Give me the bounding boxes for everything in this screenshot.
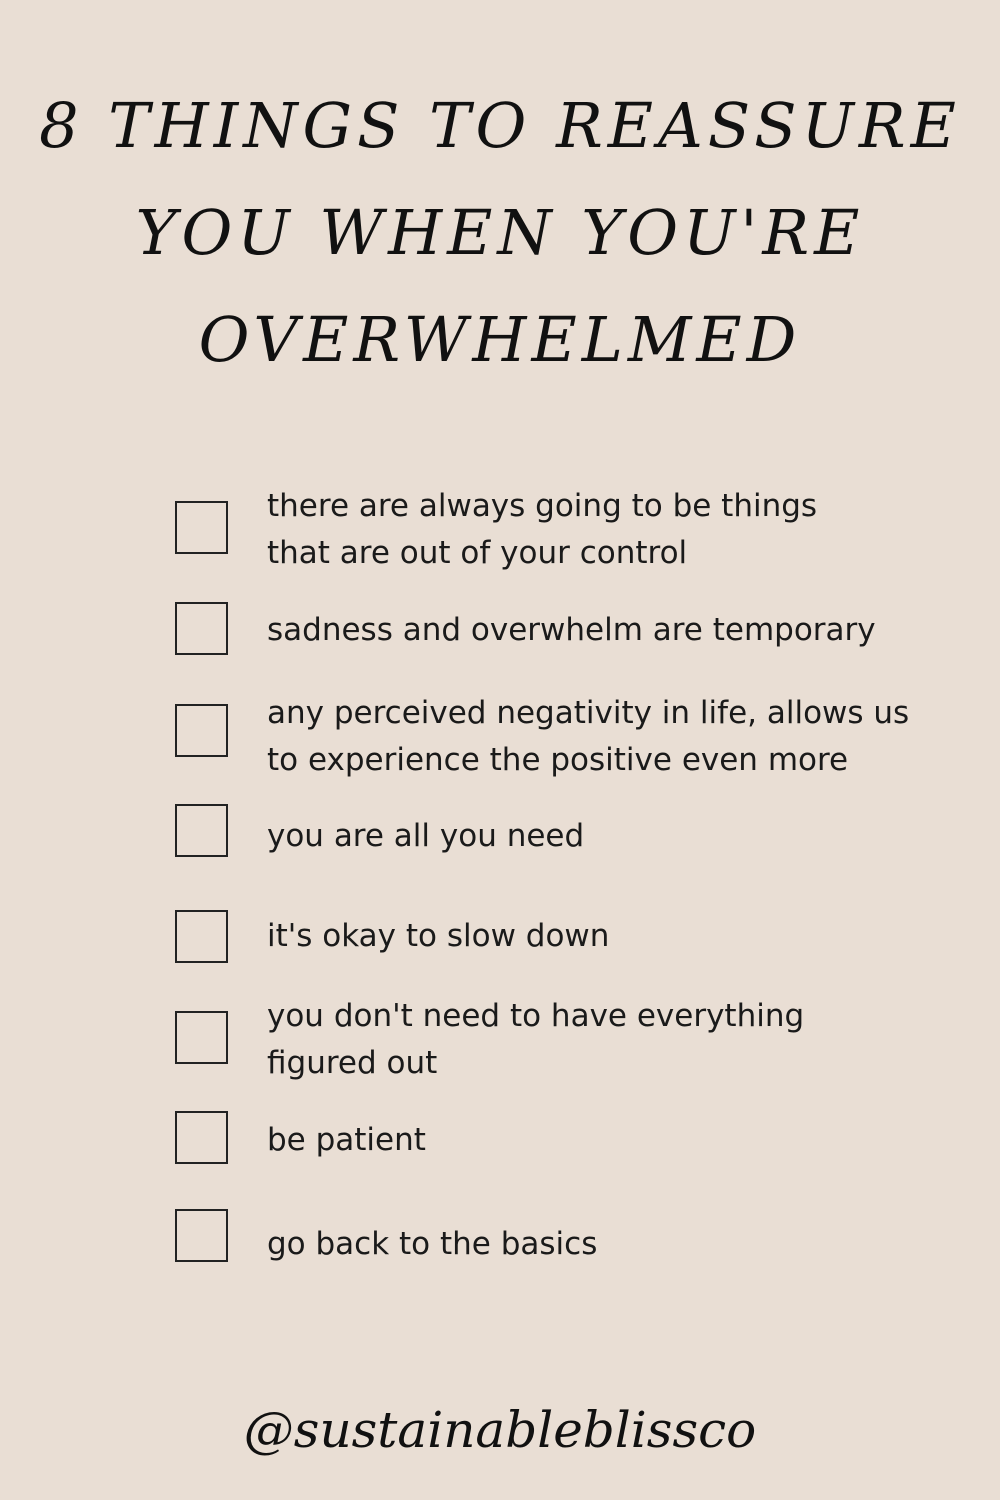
checklist-item-7-line-1: be patient [267, 1122, 426, 1158]
checklist-item-3-line-2: to experience the positive even more [267, 742, 849, 778]
checklist-item-8-line-1: go back to the basics [267, 1226, 598, 1262]
checkbox-8[interactable] [175, 1209, 228, 1262]
checklist-item-6-text [267, 993, 957, 1087]
checklist-item-1-line-1: there are always going to be things [267, 488, 818, 524]
checkbox-1[interactable] [175, 501, 228, 554]
checklist-item-1-line-2: that are out of your control [267, 535, 688, 571]
page-title [0, 72, 1000, 393]
title-line-2: YOU WHEN YOU'RE [135, 196, 865, 269]
checkbox-6[interactable] [175, 1011, 228, 1064]
checkbox-5[interactable] [175, 910, 228, 963]
checklist-item-5-text [267, 913, 957, 960]
checkbox-4[interactable] [175, 804, 228, 857]
checklist-item-6-line-1: you don't need to have everything [267, 998, 805, 1034]
checkbox-7[interactable] [175, 1111, 228, 1164]
checklist-item-1-text [267, 483, 957, 577]
checklist-item-8-text [267, 1221, 957, 1268]
checklist-item-4-line-1: you are all you need [267, 818, 585, 854]
checklist-item-5-line-1: it's okay to slow down [267, 918, 610, 954]
title-line-3: OVERWHELMED [198, 303, 802, 376]
checkbox-2[interactable] [175, 602, 228, 655]
checklist-item-6-line-2: figured out [267, 1045, 438, 1081]
checklist-item-3-line-1: any perceived negativity in life, allows us [267, 695, 910, 731]
checklist-item-4-text [267, 813, 957, 860]
checklist-item-7-text [267, 1117, 957, 1164]
social-handle: @sustainableblissco [243, 1401, 757, 1459]
checklist-item-2-text [267, 607, 957, 654]
checkbox-3[interactable] [175, 704, 228, 757]
title-line-1: 8 THINGS TO REASSURE [39, 89, 961, 162]
checklist-item-3-text [267, 690, 957, 784]
checklist-item-2-line-1: sadness and overwhelm are temporary [267, 612, 876, 648]
